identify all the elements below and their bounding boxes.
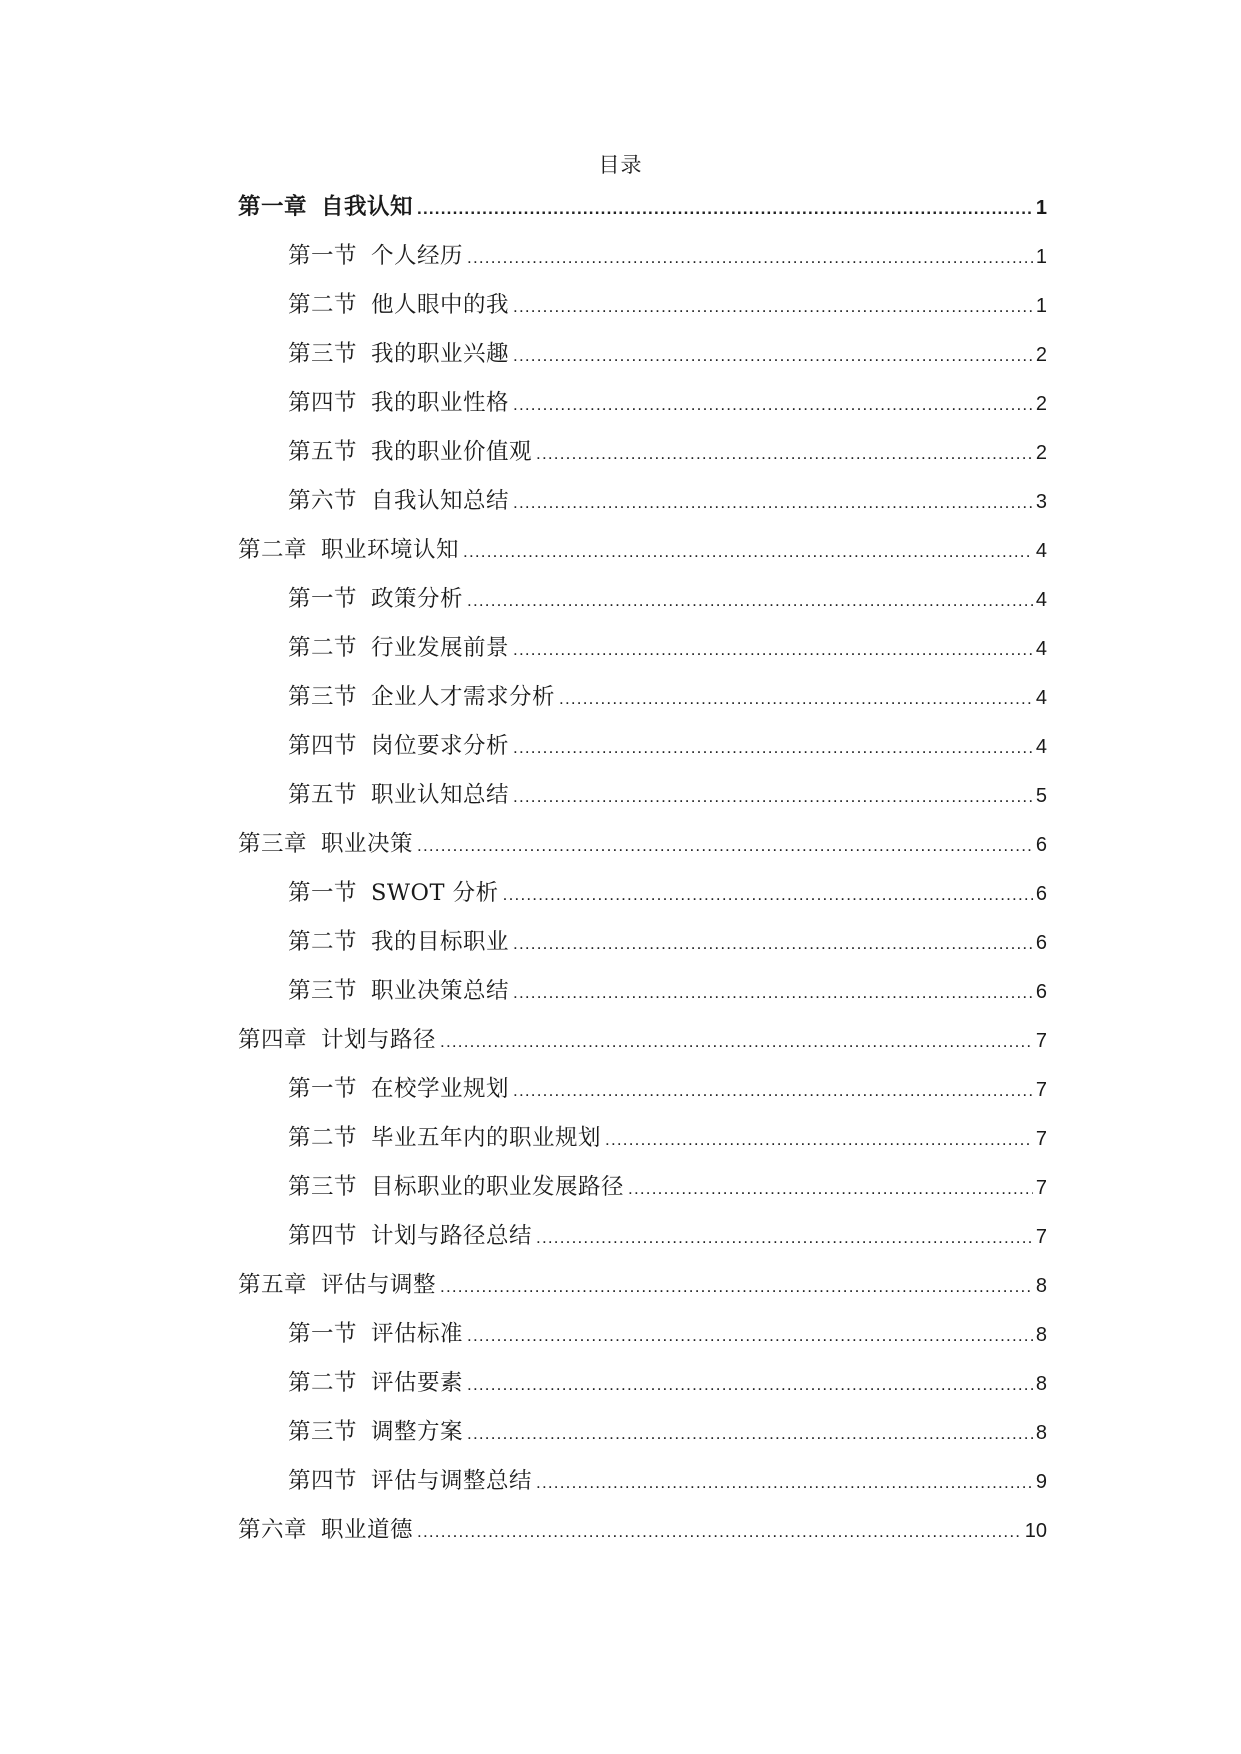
toc-section-entry[interactable] bbox=[238, 438, 1047, 487]
toc-entry-text: 职业道德 bbox=[321, 1517, 414, 1543]
toc-entry-label bbox=[238, 830, 413, 858]
toc-entry-number: 第三节 bbox=[288, 1419, 358, 1445]
dot-leader bbox=[513, 489, 1033, 517]
toc-entry-number: 第四章 bbox=[238, 1027, 308, 1053]
toc-entry-label bbox=[288, 487, 509, 515]
toc-page-number: 1 bbox=[1035, 295, 1047, 317]
toc-entry-label bbox=[288, 1173, 624, 1201]
toc-chapter-entry[interactable] bbox=[238, 830, 1047, 879]
toc-entry-text: 职业决策 bbox=[321, 831, 414, 857]
toc-section-entry[interactable] bbox=[238, 732, 1047, 781]
toc-entry-label bbox=[288, 585, 463, 613]
toc-entry-text: 职业认知总结 bbox=[371, 782, 510, 808]
toc-entry-text: 我的职业兴趣 bbox=[371, 341, 510, 367]
toc-entry-text: 个人经历 bbox=[371, 243, 464, 269]
toc-section-entry[interactable] bbox=[238, 683, 1047, 732]
toc-page-number: 2 bbox=[1035, 393, 1047, 415]
toc-entry-text: 计划与路径 bbox=[321, 1027, 437, 1053]
toc-entry-text: 评估要素 bbox=[371, 1370, 464, 1396]
toc-page-number: 9 bbox=[1035, 1471, 1047, 1493]
toc-entry-text: SWOT 分析 bbox=[371, 880, 499, 906]
toc-entry-number: 第四节 bbox=[288, 1468, 358, 1494]
toc-chapter-entry[interactable] bbox=[238, 193, 1047, 242]
toc-entry-label bbox=[238, 536, 459, 564]
toc-chapter-entry[interactable] bbox=[238, 536, 1047, 585]
toc-section-entry[interactable] bbox=[238, 291, 1047, 340]
toc-entry-label bbox=[288, 389, 509, 417]
toc-section-entry[interactable] bbox=[238, 242, 1047, 291]
dot-leader bbox=[536, 440, 1033, 468]
toc-page-number: 1 bbox=[1035, 246, 1047, 268]
dot-leader bbox=[513, 930, 1033, 958]
toc-entry-label bbox=[288, 1124, 601, 1152]
dot-leader bbox=[440, 1028, 1033, 1056]
toc-entry-number: 第五节 bbox=[288, 782, 358, 808]
toc-page-number: 6 bbox=[1035, 932, 1047, 954]
dot-leader bbox=[513, 342, 1033, 370]
toc-entry-text: 他人眼中的我 bbox=[371, 292, 510, 318]
toc-page-number: 8 bbox=[1035, 1324, 1047, 1346]
toc-entry-text: 评估与调整 bbox=[321, 1272, 437, 1298]
toc-entry-number: 第二节 bbox=[288, 929, 358, 955]
toc-entry-text: 评估与调整总结 bbox=[371, 1468, 533, 1494]
dot-leader bbox=[513, 391, 1033, 419]
toc-page-number: 2 bbox=[1035, 344, 1047, 366]
toc-entry-label bbox=[288, 291, 509, 319]
toc-entry-label bbox=[238, 1026, 436, 1054]
toc-entry-number: 第三章 bbox=[238, 831, 308, 857]
toc-page-number: 10 bbox=[1024, 1520, 1047, 1542]
toc-entry-number: 第二节 bbox=[288, 635, 358, 661]
toc-page-number: 4 bbox=[1035, 736, 1047, 758]
toc-entry-text: 在校学业规划 bbox=[371, 1076, 510, 1102]
toc-entry-number: 第三节 bbox=[288, 1174, 358, 1200]
toc-chapter-entry[interactable] bbox=[238, 1271, 1047, 1320]
toc-entry-text: 企业人才需求分析 bbox=[371, 684, 556, 710]
toc-section-entry[interactable] bbox=[238, 389, 1047, 438]
toc-entry-text: 行业发展前景 bbox=[371, 635, 510, 661]
toc-section-entry[interactable] bbox=[238, 1222, 1047, 1271]
dot-leader bbox=[513, 636, 1033, 664]
toc-entry-text: 职业环境认知 bbox=[321, 537, 460, 563]
toc-entry-number: 第一节 bbox=[288, 586, 358, 612]
toc-section-entry[interactable] bbox=[238, 1467, 1047, 1516]
toc-entry-label bbox=[288, 438, 532, 466]
toc-page-number: 7 bbox=[1035, 1177, 1047, 1199]
toc-page-number: 6 bbox=[1035, 883, 1047, 905]
toc-entry-text: 自我认知总结 bbox=[371, 488, 510, 514]
toc-entry-text: 我的目标职业 bbox=[371, 929, 510, 955]
toc-entry-label bbox=[288, 732, 509, 760]
toc-entry-label bbox=[288, 977, 509, 1005]
toc-entry-label bbox=[288, 879, 499, 907]
toc-entry-text: 评估标准 bbox=[371, 1321, 464, 1347]
toc-entry-number: 第二节 bbox=[288, 1125, 358, 1151]
toc-entry-number: 第三节 bbox=[288, 978, 358, 1004]
toc-entry-label bbox=[288, 1075, 509, 1103]
dot-leader bbox=[536, 1469, 1033, 1497]
toc-entry-number: 第二节 bbox=[288, 1370, 358, 1396]
toc-entry-label bbox=[288, 1418, 463, 1446]
toc-page-number: 5 bbox=[1035, 785, 1047, 807]
toc-entry-label bbox=[238, 1516, 413, 1544]
toc-entry-text: 计划与路径总结 bbox=[371, 1223, 533, 1249]
dot-leader bbox=[467, 587, 1033, 615]
toc-entry-number: 第六章 bbox=[238, 1517, 308, 1543]
toc-entry-number: 第三节 bbox=[288, 684, 358, 710]
toc-entry-text: 自我认知 bbox=[321, 194, 414, 220]
dot-leader bbox=[417, 195, 1033, 223]
toc-section-entry[interactable] bbox=[238, 928, 1047, 977]
toc-entry-number: 第五节 bbox=[288, 439, 358, 465]
toc-entry-number: 第四节 bbox=[288, 733, 358, 759]
toc-chapter-entry[interactable] bbox=[238, 1516, 1047, 1565]
toc-section-entry[interactable] bbox=[238, 1369, 1047, 1418]
toc-section-entry[interactable] bbox=[238, 1418, 1047, 1467]
dot-leader bbox=[513, 979, 1033, 1007]
toc-section-entry[interactable] bbox=[238, 340, 1047, 389]
toc-entry-label bbox=[288, 683, 555, 711]
toc-entry-text: 毕业五年内的职业规划 bbox=[371, 1125, 602, 1151]
toc-section-entry[interactable] bbox=[238, 1173, 1047, 1222]
dot-leader bbox=[467, 1371, 1033, 1399]
toc-entry-text: 调整方案 bbox=[371, 1419, 464, 1445]
dot-leader bbox=[536, 1224, 1033, 1252]
toc-entry-label bbox=[288, 1369, 463, 1397]
toc-page-number: 1 bbox=[1035, 197, 1047, 219]
toc-page-number: 7 bbox=[1035, 1226, 1047, 1248]
dot-leader bbox=[513, 783, 1033, 811]
toc-page-number: 4 bbox=[1035, 540, 1047, 562]
dot-leader bbox=[467, 1322, 1033, 1350]
toc-entry-text: 我的职业价值观 bbox=[371, 439, 533, 465]
dot-leader bbox=[559, 685, 1033, 713]
toc-entry-number: 第四节 bbox=[288, 1223, 358, 1249]
dot-leader bbox=[503, 881, 1033, 909]
toc-entry-label bbox=[288, 1467, 532, 1495]
toc-section-entry[interactable] bbox=[238, 1320, 1047, 1369]
toc-entry-label bbox=[238, 1271, 436, 1299]
toc-entry-label bbox=[288, 1320, 463, 1348]
toc-entry-number: 第二节 bbox=[288, 292, 358, 318]
toc-entry-text: 目标职业的职业发展路径 bbox=[371, 1174, 625, 1200]
toc-page-number: 6 bbox=[1035, 981, 1047, 1003]
toc-entry-label bbox=[238, 193, 413, 221]
toc-page-number: 8 bbox=[1035, 1373, 1047, 1395]
toc-entry-number: 第一节 bbox=[288, 1321, 358, 1347]
toc-entry-text: 我的职业性格 bbox=[371, 390, 510, 416]
toc-entry-label bbox=[288, 634, 509, 662]
toc-page-number: 4 bbox=[1035, 687, 1047, 709]
toc-entry-number: 第六节 bbox=[288, 488, 358, 514]
toc-entry-number: 第一节 bbox=[288, 1076, 358, 1102]
toc-entry-number: 第五章 bbox=[238, 1272, 308, 1298]
toc-entry-label bbox=[288, 928, 509, 956]
dot-leader bbox=[513, 734, 1033, 762]
toc-page-number: 6 bbox=[1035, 834, 1047, 856]
dot-leader bbox=[440, 1273, 1033, 1301]
toc-page-number: 7 bbox=[1035, 1030, 1047, 1052]
toc-page-number: 4 bbox=[1035, 589, 1047, 611]
toc-title: 目录 bbox=[598, 153, 643, 177]
toc-entry-number: 第二章 bbox=[238, 537, 308, 563]
toc-entry-number: 第一节 bbox=[288, 880, 358, 906]
dot-leader bbox=[467, 244, 1033, 272]
toc-page-number: 7 bbox=[1035, 1079, 1047, 1101]
toc-section-entry[interactable] bbox=[238, 977, 1047, 1026]
dot-leader bbox=[628, 1175, 1033, 1203]
toc-section-entry[interactable] bbox=[238, 634, 1047, 683]
toc-section-entry[interactable] bbox=[238, 879, 1047, 928]
toc-entry-label bbox=[288, 340, 509, 368]
toc-entry-text: 职业决策总结 bbox=[371, 978, 510, 1004]
toc-page-number: 4 bbox=[1035, 638, 1047, 660]
toc-entry-text: 岗位要求分析 bbox=[371, 733, 510, 759]
dot-leader bbox=[467, 1420, 1033, 1448]
toc-section-entry[interactable] bbox=[238, 1075, 1047, 1124]
toc-list bbox=[238, 193, 1047, 1565]
toc-section-entry[interactable] bbox=[238, 781, 1047, 830]
toc-section-entry[interactable] bbox=[238, 585, 1047, 634]
dot-leader bbox=[513, 1077, 1033, 1105]
dot-leader bbox=[605, 1126, 1033, 1154]
toc-entry-label bbox=[288, 1222, 532, 1250]
toc-entry-number: 第四节 bbox=[288, 390, 358, 416]
dot-leader bbox=[513, 293, 1033, 321]
toc-page-number: 8 bbox=[1035, 1275, 1047, 1297]
toc-section-entry[interactable] bbox=[238, 1124, 1047, 1173]
toc-entry-number: 第三节 bbox=[288, 341, 358, 367]
dot-leader bbox=[417, 1518, 1022, 1546]
dot-leader bbox=[463, 538, 1033, 566]
toc-page-number: 2 bbox=[1035, 442, 1047, 464]
toc-entry-label bbox=[288, 242, 463, 270]
toc-entry-number: 第一章 bbox=[238, 194, 308, 220]
toc-entry-label bbox=[288, 781, 509, 809]
toc-chapter-entry[interactable] bbox=[238, 1026, 1047, 1075]
toc-section-entry[interactable] bbox=[238, 487, 1047, 536]
toc-page-number: 3 bbox=[1035, 491, 1047, 513]
toc-page-number: 8 bbox=[1035, 1422, 1047, 1444]
toc-page-number: 7 bbox=[1035, 1128, 1047, 1150]
toc-entry-text: 政策分析 bbox=[371, 586, 464, 612]
toc-entry-number: 第一节 bbox=[288, 243, 358, 269]
dot-leader bbox=[417, 832, 1033, 860]
